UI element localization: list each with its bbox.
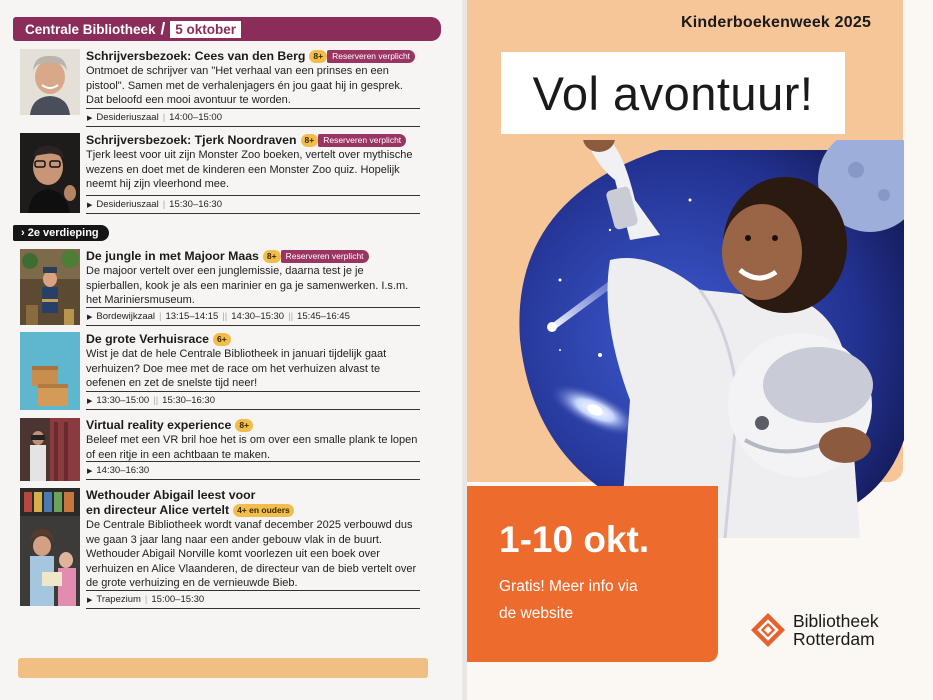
event-photo [20, 49, 80, 115]
logo-line1: Bibliotheek [793, 611, 879, 631]
event-title: Wethouder Abigail leest voor [86, 488, 256, 502]
event-title-line2: en directeur Alice vertelt [86, 503, 230, 517]
info-separator: || [288, 311, 294, 322]
floor-label: 2e verdieping [27, 227, 99, 239]
age-badge: 8+ [235, 419, 253, 432]
library-logo-icon [750, 612, 786, 648]
age-badge: 4+ en ouders [233, 504, 294, 517]
event-week-title: Kinderboekenweek 2025 [681, 14, 872, 31]
age-badge: 8+ [301, 134, 319, 147]
event-info-bar [86, 108, 420, 127]
info-separator: || [222, 311, 228, 322]
headline-box [501, 52, 845, 134]
free-info-line1: Gratis! Meer info via [499, 578, 638, 595]
event-photo [20, 249, 80, 325]
event-description: Tjerk leest voor uit zijn Monster Zoo boeken, vertelt over mythische wezens en doet met de kinderen een Monster Zoo quiz. Hopelijk neemt hij zijn vleerhond mee. [86, 149, 413, 191]
event-time: 15:00–15:30 [151, 594, 205, 605]
event-title: De jungle in met Majoor Maas [86, 249, 259, 263]
event-description: Wist je dat de hele Centrale Bibliotheek in januari tijdelijk gaat verhuizen? Doe mee met de race om het verhuizen alvast te oefenen en zet de snelste tijd neer! [86, 348, 387, 390]
event-info-bar [86, 461, 420, 480]
reserve-required-badge: Reserveren verplicht [281, 250, 369, 263]
event-info-bar [86, 195, 420, 214]
free-info-line2: de website [499, 605, 574, 622]
headline: Vol avontuur! [532, 66, 814, 120]
footer-color-bar [18, 658, 428, 678]
play-arrow-icon: ▶ [87, 397, 93, 405]
info-separator: | [159, 311, 162, 322]
date-label: 5 oktober [170, 21, 241, 38]
event-photo [20, 133, 80, 213]
event-photo [20, 332, 80, 410]
event-room: Desideriuszaal [96, 199, 159, 210]
header-divider: / [160, 19, 166, 38]
event-title: Schrijversbezoek: Cees van den Berg [86, 49, 306, 63]
event-dates: 1-10 okt. [499, 519, 650, 560]
play-arrow-icon: ▶ [87, 114, 93, 122]
cover-page [467, 0, 933, 700]
event-time: 13:30–15:00 [96, 395, 150, 406]
event-info-bar [86, 391, 420, 410]
event-title: De grote Verhuisrace [86, 332, 210, 346]
event-time: 14:30–16:30 [96, 465, 150, 476]
logo-line2: Rotterdam [793, 629, 875, 649]
event-info-bar [86, 307, 420, 326]
event-item [20, 49, 420, 123]
event-time: 14:30–15:30 [231, 311, 285, 322]
age-badge: 6+ [213, 333, 231, 346]
event-time: 15:30–16:30 [169, 199, 223, 210]
event-info-bar [86, 590, 420, 609]
event-description: Beleef met een VR bril hoe het is om over een smalle plank te lopen of een ritje in een achtbaan te maken. [86, 434, 418, 461]
event-title: Schrijversbezoek: Tjerk Noordraven [86, 133, 297, 147]
event-title: Virtual reality experience [86, 418, 232, 432]
event-room: Desideriuszaal [96, 112, 159, 123]
info-separator: || [153, 395, 159, 406]
event-description: De majoor vertelt over een junglemissie, daarna test je je spierballen, kook je als een marinier en ga je samenwerken. I.s.m. het Mariniersmuseum. [86, 265, 409, 307]
play-arrow-icon: ▶ [87, 201, 93, 209]
event-photo [20, 418, 80, 481]
age-badge: 8+ [263, 250, 281, 263]
event-time: 15:30–16:30 [162, 395, 216, 406]
age-badge: 8+ [309, 50, 327, 63]
event-item [20, 488, 420, 610]
floor-tag: › 2e verdieping [13, 225, 109, 241]
event-time: 14:00–15:00 [169, 112, 223, 123]
info-separator: | [162, 112, 166, 123]
event-room: Bordewijkzaal [96, 311, 156, 322]
event-time: 15:45–16:45 [297, 311, 350, 322]
event-item [20, 418, 420, 482]
event-description: De Centrale Bibliotheek wordt vanaf december 2025 verbouwd dus we gaan 3 jaar lang naar een ander gebouw vlak in de buurt. Wethouder Abigail Norville komt voorlezen uit een boek over verhuizen en Alice Vlaanderen, de directeur van de bieb vertelt over de grote verhuizing en de vernieuwde Bieb. [86, 519, 417, 590]
event-item [20, 332, 420, 412]
reserve-required-badge: Reserveren verplicht [318, 134, 406, 147]
event-photo [20, 488, 80, 606]
event-room: Trapezium [96, 594, 141, 605]
event-item [20, 249, 420, 327]
event-item [20, 133, 420, 213]
library-logo [750, 612, 879, 648]
play-arrow-icon: ▶ [87, 313, 93, 321]
event-description: Ontmoet de schrijver van "Het verhaal van een prinses en een pistool". Samen met de verhalenjagers én jou gaat hij in gesprek. Dat beloofd een mooi avontuur te worden. [86, 65, 403, 107]
play-arrow-icon: ▶ [87, 596, 93, 604]
cover-illustration [500, 140, 904, 538]
location-date-header [13, 17, 441, 41]
location-label: Centrale Bibliotheek [25, 21, 156, 37]
play-arrow-icon: ▶ [87, 467, 93, 475]
info-separator: | [162, 199, 166, 210]
program-page [0, 0, 462, 700]
reserve-required-badge: Reserveren verplicht [327, 50, 415, 63]
free-info-text [499, 573, 709, 627]
info-separator: | [144, 594, 148, 605]
event-time: 13:15–14:15 [165, 311, 219, 322]
